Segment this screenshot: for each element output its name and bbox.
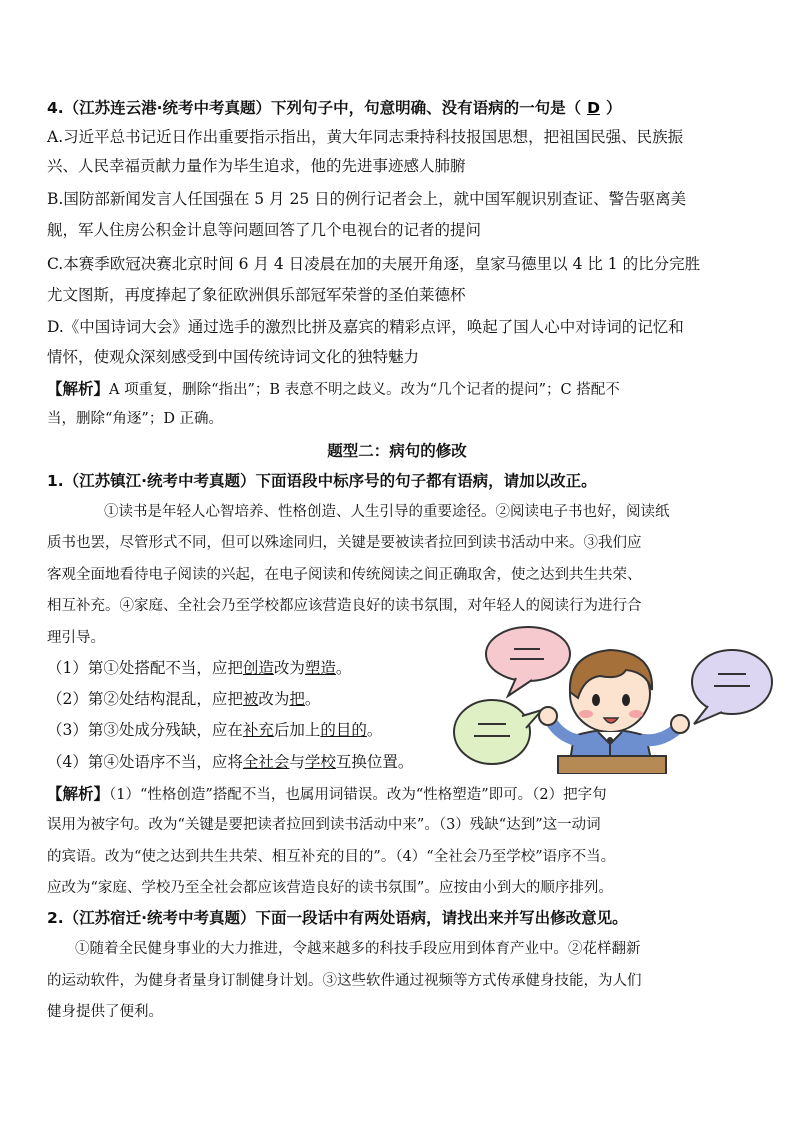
q2-stem: 2.（江苏宿迁·统考中考真题）下面一段话中有两处语病，请找出来并写出修改意见。 <box>47 909 628 927</box>
q4-option-b-line2: 舰，军人住房公积金计息等问题回答了几个电视台的记者的提问 <box>47 221 482 239</box>
analysis-tag: 【解析】 <box>47 380 110 398</box>
green-speech-bubble <box>454 700 542 764</box>
q4-option-c-line2: 尤文图斯，再度捧起了象征欧洲俱乐部冠军荣誉的圣伯莱德杯 <box>47 286 466 304</box>
q1-answer-3: （3）第③处成分残缺，应在补充后加上的目的。 <box>47 721 383 739</box>
q1-passage-line1: ①读书是年轻人心智培养、性格创造、人生引导的重要途径。②阅读电子书也好，阅读纸 <box>104 504 670 520</box>
q4-option-a-line1: A.习近平总书记近日作出重要指示指出，黄大年同志秉持科技报国思想，把祖国民强、民族振 <box>47 128 684 146</box>
q4-option-c-line1: C.本赛季欧冠决赛北京时间 6 月 4 日凌晨在加的夫展开角逐，皇家马德里以 4 比 1 的比分完胜 <box>47 255 701 273</box>
section-title: 题型二：病句的修改 <box>327 442 467 460</box>
q1-passage-line5: 理引导。 <box>47 630 105 646</box>
analysis-tag: 【解析】 <box>47 785 110 803</box>
q1-answer-4: （4）第④处语序不当，应将全社会与学校互换位置。 <box>47 753 414 771</box>
q4-stem: 4.（江苏连云港·统考中考真题）下列句子中，句意明确、没有语病的一句是（ D ） <box>47 99 622 117</box>
q4-option-d-line2: 情怀，使观众深刻感受到中国传统诗词文化的独特魅力 <box>47 348 420 366</box>
q1-stem: 1.（江苏镇江·统考中考真题）下面语段中标序号的句子都有语病，请加以改正。 <box>47 472 597 490</box>
purple-speech-bubble <box>692 650 772 724</box>
q1-answer-1: （1）第①处搭配不当，应把创造改为塑造。 <box>47 659 352 677</box>
q4-answer: D <box>587 99 600 117</box>
speaking-boy-illustration <box>450 624 780 774</box>
q1-passage-line2: 质书也罢，尽管形式不同，但可以殊途同归，关键是要被读者拉回到读书活动中来。③我们应 <box>47 535 642 551</box>
q1-answer-2: （2）第②处结构混乱，应把被改为把。 <box>47 690 321 708</box>
q2-passage-line3: 健身提供了便利。 <box>47 1004 163 1020</box>
q1-analysis-line3: 的宾语。改为“使之达到共生共荣、相互补充的目的”。（4）“全社会乃至学校”语序不当。 <box>47 849 616 865</box>
pink-speech-bubble <box>486 627 570 696</box>
q1-passage-line4: 相互补充。④家庭、全社会乃至学校都应该营造良好的读书氛围，对年轻人的阅读行为进行合 <box>47 598 642 614</box>
q1-passage-line3: 客观全面地看待电子阅读的兴起，在电子阅读和传统阅读之间正确取舍，使之达到共生共荣、 <box>47 567 642 583</box>
q1-analysis-line4: 应改为“家庭、学校乃至全社会都应该营造良好的读书氛围”。应按由小到大的顺序排列。 <box>47 880 613 896</box>
q2-passage-line1: ①随着全民健身事业的大力推进，令越来越多的科技手段应用到体育产业中。②花样翻新 <box>75 941 641 957</box>
q4-option-b-line1: B.国防部新闻发言人任国强在 5 月 25 日的例行记者会上，就中国军舰识别查证、警告驱离美 <box>47 190 687 208</box>
q2-passage-line2: 的运动软件，为健身者量身订制健身计划。③这些软件通过视频等方式传承健身技能，为人们 <box>47 973 642 989</box>
q4-option-d-line1: D.《中国诗词大会》通过选手的激烈比拼及嘉宾的精彩点评，唤起了国人心中对诗词的记忆和 <box>47 318 684 336</box>
q1-analysis-line2: 误用为被字句。改为“关键是要把读者拉回到读书活动中来”。（3）残缺“达到”这一动词 <box>47 817 601 833</box>
q1-analysis-line1: 【解析】（1）“性格创造”搭配不当，也属用词错误。改为“性格塑造”即可。（2）把字句 <box>47 785 607 803</box>
q4-analysis-line2: 当，删除“角逐”；D 正确。 <box>47 411 224 427</box>
q4-analysis-line1: 【解析】A 项重复，删除“指出”；B 表意不明之歧义。改为“几个记者的提问”；C 搭配不 <box>47 380 620 398</box>
q4-option-a-line2: 兴、人民幸福贡献力量作为毕生追求，他的先进事迹感人肺腑 <box>47 157 466 175</box>
